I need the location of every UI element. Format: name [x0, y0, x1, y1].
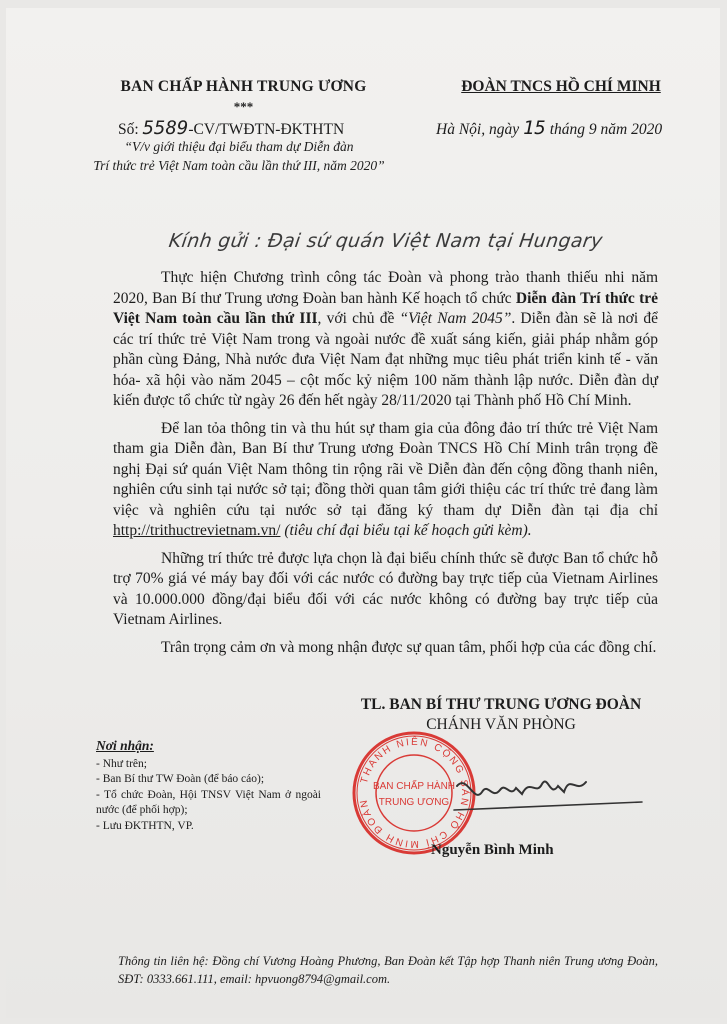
document-code: -CV/TWĐTN-ĐKTHTN	[188, 121, 345, 138]
document-number	[118, 117, 344, 139]
document-date	[436, 117, 662, 139]
recipient-item: - Như trên;	[96, 757, 147, 770]
forum-theme: “Việt Nam 2045”	[399, 310, 512, 327]
organization-name: ĐOÀN TNCS HỒ CHÍ MINH	[461, 78, 661, 95]
document-number-label: Số:	[118, 121, 139, 138]
p2-note: (tiêu chí đại biểu tại kế hoạch gửi kèm).	[280, 522, 532, 539]
paragraph-1	[113, 268, 658, 412]
header-stars: ***	[233, 99, 254, 114]
stamp-inner-line-2: TRUNG ƯƠNG	[378, 797, 450, 808]
stamp-ring-textpath: THANH NIÊN CỘNG SẢN HỒ CHÍ MINH ĐOÀN	[358, 736, 471, 850]
recipient-handwritten: Kính gửi : Đại sứ quán Việt Nam tại Hungary	[167, 230, 605, 252]
issuer-name: BAN CHẤP HÀNH TRUNG ƯƠNG	[120, 78, 367, 95]
p1-text-2: , với chủ đề	[317, 310, 400, 327]
signature-authority: TL. BAN BÍ THƯ TRUNG ƯƠNG ĐOÀN	[360, 696, 642, 713]
recipients-list	[96, 738, 321, 834]
document-page	[6, 8, 720, 1018]
signer-name: Nguyễn Bình Minh	[431, 842, 554, 858]
date-suffix: tháng 9 năm 2020	[549, 121, 663, 138]
forum-name: Diễn đàn Trí thức trẻ Việt Nam toàn cầu lần thứ III	[113, 289, 659, 327]
stamp-inner-line-1: BAN CHẤP HÀNH	[372, 781, 456, 792]
recipient-item: - Lưu ĐKTHTN, VP.	[96, 819, 194, 832]
date-prefix: Hà Nội, ngày	[436, 121, 520, 138]
registration-link[interactable]: http://trithuctrevietnam.vn/	[113, 522, 281, 539]
letter-body	[113, 268, 658, 665]
recipient-item: - Ban Bí thư TW Đoàn (để báo cáo);	[96, 773, 265, 785]
document-number-handwritten: 5589	[142, 117, 189, 139]
paragraph-2	[113, 419, 658, 542]
paragraph-3: Những trí thức trẻ được lựa chọn là đại biểu chính thức sẽ được Ban tổ chức hỗ trợ 70% giá vé máy bay đối với các nước có đường bay trực tiếp của Vietnam Airlines và 10.000.000 đồng/đại biểu đối với các nước không có đường bay trực tiếp của Vietnam Airlines.	[113, 549, 658, 628]
recipient-item: - Tổ chức Đoàn, Hội TNSV Việt Nam ở ngoài nước (để phối hợp);	[96, 788, 321, 816]
contact-info: Thông tin liên hệ: Đồng chí Vương Hoàng Phương, Ban Đoàn kết Tập hợp Thanh niên Trung ương Đoàn, SĐT: 0333.661.111, email: hpvuong8794@gmail.com.	[118, 954, 658, 986]
date-day-handwritten: 15	[522, 117, 546, 139]
subject-line-2: Trí thức trẻ Việt Nam toàn cầu lần thứ III, năm 2020”	[93, 158, 385, 173]
signature-position: CHÁNH VĂN PHÒNG	[426, 716, 576, 733]
document-subject	[64, 137, 414, 175]
paragraph-4: Trân trọng cảm ơn và mong nhận được sự quan tâm, phối hợp của các đồng chí.	[161, 638, 657, 656]
p1-text-3: . Diễn đàn sẽ là nơi để các trí thức trẻ Việt Nam trong và ngoài nước đề xuất sáng kiến, giải pháp nhằm góp phần cùng Đảng, Nhà nước đưa Việt Nam đạt những mục tiêu phát triển kinh tế - văn hóa- xã hội vào năm 2045 – cột mốc kỷ niệm 100 năm thành lập nước. Diễn đàn dự kiến được tổ chức từ ngày 26 đến hết ngày 28/11/2020 tại Thành phố Hồ Chí Minh.	[113, 310, 658, 409]
subject-line-1: “V/v giới thiệu đại biểu tham dự Diễn đàn	[124, 139, 354, 154]
p2-text: Để lan tỏa thông tin và thu hút sự tham gia của đông đảo trí thức trẻ Việt Nam tham gia Diễn đàn, Ban Bí thư Trung ương Đoàn TNCS Hồ Chí Minh trân trọng đề nghị Đại sứ quán Việt Nam thông tin rộng rãi về Diễn đàn đến cộng đồng thanh niên, nghiên cứu sinh tại nước sở tại; đồng thời quan tâm giới thiệu các trí thức trẻ đang làm việc và nghiên cứu tại nước sở tại đăng ký tham dự Diễn đàn tại địa chỉ	[113, 419, 658, 519]
p1-text: Thực hiện Chương trình công tác Đoàn và phong trào thanh thiếu nhi năm 2020, Ban Bí thư Trung ương Đoàn ban hành Kế hoạch tổ chức	[113, 269, 658, 307]
recipients-title: Nơi nhận:	[96, 738, 154, 753]
handwritten-signature	[452, 764, 652, 824]
